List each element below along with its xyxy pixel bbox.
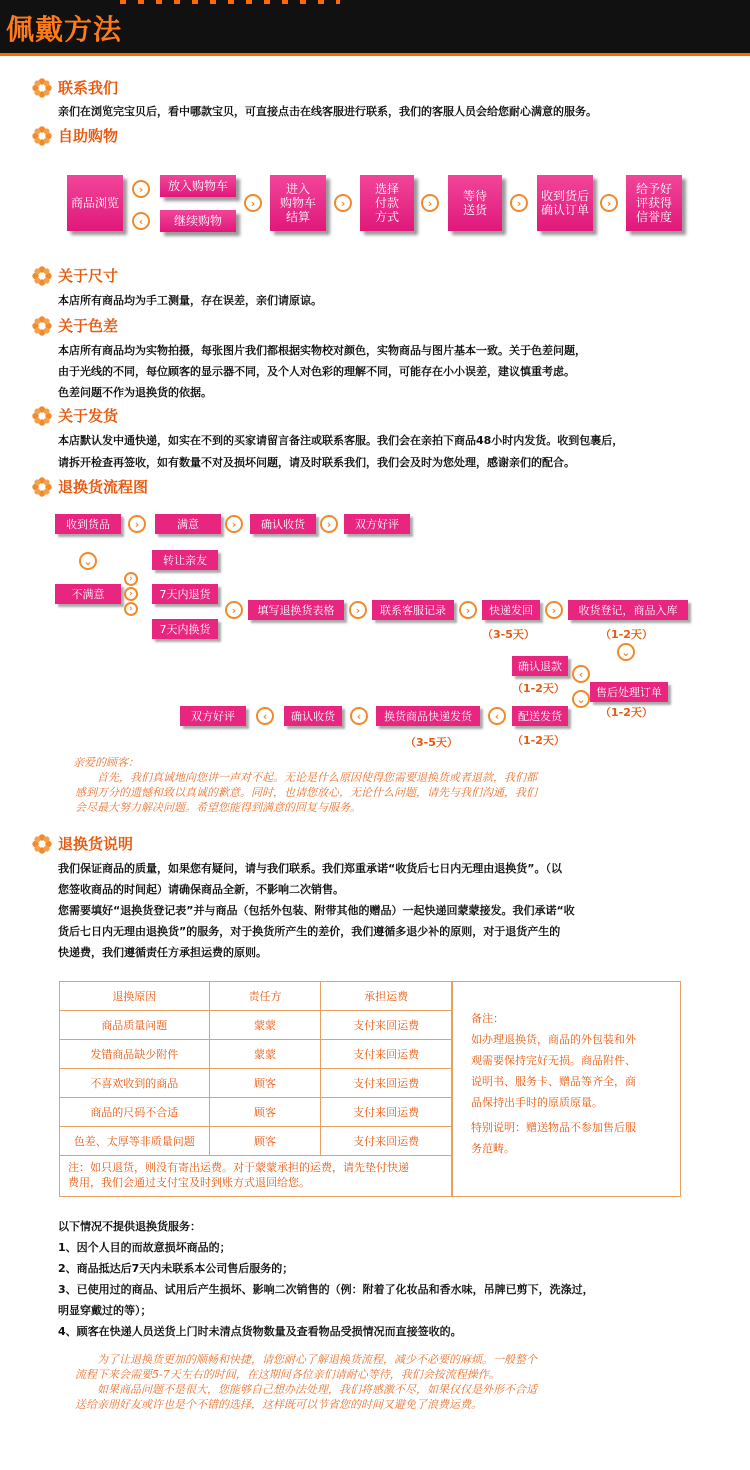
arrow-upright-icon: › bbox=[124, 572, 138, 586]
note-line: 快递费，我们遵循责任方承担运费的原则。 bbox=[58, 946, 267, 959]
table-cell: 商品的尺码不合适 bbox=[60, 1098, 210, 1127]
table-cell: 支付来回运费 bbox=[321, 1040, 452, 1069]
handwriting-line: 如果商品问题不是很大，您能够自己想办法处理，我们将感激不尽，如果仅仅是外形不合适 bbox=[75, 1383, 537, 1396]
arrow-right-icon: › bbox=[510, 194, 528, 212]
side-note-line: 特别说明：赠送物品不参加售后服 bbox=[471, 1121, 636, 1134]
days-label: （1-2天） bbox=[512, 734, 565, 747]
section-title: 退换货流程图 bbox=[58, 478, 149, 496]
color-line: 本店所有商品均为实物拍摄，每张图片我们都根据实物校对颜色，实物商品与图片基本一致。关于色差问题， bbox=[58, 344, 586, 357]
text: 购物车 bbox=[279, 196, 316, 210]
arrow-right-icon: › bbox=[225, 515, 243, 533]
except-line: 明显穿戴过的等）； bbox=[58, 1304, 152, 1317]
arrow-left-icon: ‹ bbox=[488, 707, 506, 725]
arrow-right-icon: › bbox=[459, 601, 477, 619]
flower-icon bbox=[32, 126, 52, 146]
color-line: 色差问题不作为退换货的依据。 bbox=[58, 386, 212, 399]
contact-text: 亲们在浏览完宝贝后，看中哪款宝贝，可直接点击在线客服进行联系，我们的客服人员会给您耐心满意的服务。 bbox=[58, 105, 597, 118]
table-header: 退换原因 bbox=[60, 982, 210, 1011]
flower-icon bbox=[32, 834, 52, 854]
table-cell: 色差、太厚等非质量问题 bbox=[60, 1127, 210, 1156]
table-row bbox=[60, 1040, 452, 1069]
arrow-left-icon: ‹ bbox=[350, 707, 368, 725]
section-selfbuy bbox=[32, 125, 118, 146]
section-size bbox=[32, 265, 118, 286]
arrow-downright-icon: › bbox=[124, 602, 138, 616]
text: 费用，我们会通过支付宝及时到账方式退回给您。 bbox=[68, 1176, 310, 1189]
text: 信誉度 bbox=[635, 210, 672, 224]
table-header: 承担运费 bbox=[321, 982, 452, 1011]
except-line: 3、已使用过的商品、试用后产生损坏、影响二次销售的（例：附着了化妆品和香水味，吊牌已剪下，洗涤过， bbox=[58, 1283, 594, 1296]
arrow-right-icon: › bbox=[600, 194, 618, 212]
flower-icon bbox=[32, 406, 52, 426]
except-line: 以下情况不提供退换货服务： bbox=[58, 1220, 201, 1233]
section-returnflow bbox=[32, 476, 148, 497]
arrow-down-icon: ⌄ bbox=[572, 690, 590, 708]
handwriting-line: 感到万分的遗憾和致以真诚的歉意。同时，也请您放心，无论什么问题，请先与我们沟通，我们 bbox=[75, 786, 537, 799]
text: 结算 bbox=[285, 210, 310, 224]
flow-good: 双方好评 bbox=[344, 514, 410, 534]
flow-express: 快递发回 bbox=[482, 600, 540, 620]
text: 收到货后 bbox=[540, 189, 589, 203]
arrow-down-icon: ⌄ bbox=[79, 552, 97, 570]
flow-transfer: 转让亲友 bbox=[152, 550, 218, 570]
side-note-line: 观需要保持完好无损。商品附件、 bbox=[471, 1054, 636, 1067]
note-line: 我们保证商品的质量，如果您有疑问，请与我们联系。我们郑重承诺“收货后七日内无理由退换货”。（以 bbox=[58, 862, 562, 875]
step-addcart: 放入购物车 bbox=[160, 175, 236, 197]
flow-record: 联系客服记录 bbox=[372, 600, 454, 620]
except-line: 4、顾客在快递人员送货上门时未清点货物数量及查看物品受损情况而直接签收的。 bbox=[58, 1325, 462, 1338]
except-line: 1、因个人目的而故意损坏商品的； bbox=[58, 1241, 231, 1254]
step-rate bbox=[626, 175, 682, 231]
flow-confirm: 确认收货 bbox=[250, 514, 316, 534]
side-note-title: 备注： bbox=[471, 1012, 504, 1025]
table-cell: 支付来回运费 bbox=[321, 1098, 452, 1127]
section-contact bbox=[32, 77, 118, 98]
page-title: 佩戴方法 bbox=[6, 13, 123, 46]
flow-refund: 确认退款 bbox=[512, 656, 568, 676]
section-title: 自助购物 bbox=[58, 127, 119, 145]
flow-excship: 换货商品快递发货 bbox=[376, 706, 480, 726]
table-cell: 不喜欢收到的商品 bbox=[60, 1069, 210, 1098]
text: 进入 bbox=[285, 182, 310, 196]
flower-icon bbox=[32, 78, 52, 98]
text: 方式 bbox=[374, 210, 399, 224]
handwriting-line: 会尽最大努力解决问题。希望您能得到满意的回复与服务。 bbox=[75, 801, 361, 814]
table-cell: 支付来回运费 bbox=[321, 1127, 452, 1156]
days-label: （1-2天） bbox=[600, 628, 653, 641]
section-title: 退换货说明 bbox=[58, 835, 134, 853]
flow-satisfied: 满意 bbox=[155, 514, 221, 534]
except-line: 2、商品抵达后7天内未联系本公司售后服务的； bbox=[58, 1262, 294, 1275]
color-line: 由于光线的不同，每位顾客的显示器不同，及个人对色彩的理解不同，可能存在小小误差，建议慎重考虑。 bbox=[58, 365, 575, 378]
table-row bbox=[60, 1011, 452, 1040]
table-cell: 顾客 bbox=[209, 1127, 321, 1156]
table-cell: 顾客 bbox=[209, 1069, 321, 1098]
table-cell: 支付来回运费 bbox=[321, 1011, 452, 1040]
note-line: 您需要填好“退换货登记表”并与商品（包括外包装、附带其他的赠品）一起快递回蒙蒙接发。我们承诺“收 bbox=[58, 904, 575, 917]
header-banner bbox=[0, 0, 750, 56]
text: 注：如只退货，则没有寄出运费。对于蒙蒙承担的运费，请先垫付快递 bbox=[68, 1161, 409, 1174]
table-header: 责任方 bbox=[209, 982, 321, 1011]
text: 送货 bbox=[462, 203, 487, 217]
text: 付款 bbox=[374, 196, 399, 210]
table-footnote bbox=[59, 1155, 452, 1197]
section-returnnote bbox=[32, 833, 133, 854]
arrow-right-icon: › bbox=[128, 515, 146, 533]
arrow-right-icon: › bbox=[124, 587, 138, 601]
flow-after: 售后处理订单 bbox=[590, 682, 668, 702]
flow-exc7: 7天内换货 bbox=[152, 619, 218, 639]
side-note-line: 务范畴。 bbox=[471, 1142, 515, 1155]
table-cell: 蒙蒙 bbox=[209, 1011, 321, 1040]
text: 给予好 bbox=[635, 182, 672, 196]
days-label: （1-2天） bbox=[512, 682, 565, 695]
flow-good2: 双方好评 bbox=[180, 706, 246, 726]
flower-icon bbox=[32, 477, 52, 497]
step-pay bbox=[360, 175, 414, 231]
arrow-left-icon: ‹ bbox=[132, 212, 150, 230]
handwriting-line: 为了让退换货更加的顺畅和快捷，请您耐心了解退换货流程，减少不必要的麻烦。一般整个 bbox=[75, 1353, 537, 1366]
ship-line: 请拆开检查再签收，如有数量不对及损坏问题，请及时联系我们，我们会及时为您处理，感谢亲们的配合。 bbox=[58, 456, 575, 469]
step-continue: 继续购物 bbox=[160, 210, 236, 232]
side-note-line: 如办理退换货，商品的外包装和外 bbox=[471, 1033, 636, 1046]
text: 确认订单 bbox=[540, 203, 589, 217]
table-cell: 发错商品缺少附件 bbox=[60, 1040, 210, 1069]
flow-sendout: 配送发货 bbox=[512, 706, 568, 726]
table-cell: 商品质量问题 bbox=[60, 1011, 210, 1040]
section-color bbox=[32, 315, 118, 336]
table-row bbox=[60, 1127, 452, 1156]
table-side-note bbox=[452, 981, 681, 1197]
handwriting-line: 送给亲朋好友或许也是个不错的选择，这样既可以节省您的时间又避免了浪费运费。 bbox=[75, 1398, 482, 1411]
section-title: 联系我们 bbox=[58, 79, 119, 97]
arrow-left-icon: ‹ bbox=[256, 707, 274, 725]
arrow-down-icon: ⌄ bbox=[617, 643, 635, 661]
table-row bbox=[60, 1098, 452, 1127]
arrow-right-icon: › bbox=[334, 194, 352, 212]
note-line: 您签收商品的时间起）请确保商品全新，不影响二次销售。 bbox=[58, 883, 344, 896]
table-cell: 蒙蒙 bbox=[209, 1040, 321, 1069]
days-label: （1-2天） bbox=[600, 706, 653, 719]
banner-decoration bbox=[120, 0, 340, 4]
flower-icon bbox=[32, 266, 52, 286]
note-line: 货后七日内无理由退换货”的服务，对于换货所产生的差价，我们遵循多退少补的原则，对于退货产生的 bbox=[58, 925, 561, 938]
arrow-right-icon: › bbox=[320, 515, 338, 533]
arrow-right-icon: › bbox=[421, 194, 439, 212]
section-ship bbox=[32, 405, 118, 426]
flow-register: 收货登记，商品入库 bbox=[568, 600, 688, 620]
arrow-right-icon: › bbox=[132, 180, 150, 198]
flow-recv: 收到货品 bbox=[55, 514, 121, 534]
table-cell: 支付来回运费 bbox=[321, 1069, 452, 1098]
text: 选择 bbox=[374, 182, 399, 196]
step-confirm bbox=[537, 175, 593, 231]
days-label: （3-5天） bbox=[482, 628, 535, 641]
handwriting-line: 首先，我们真诚地向您讲一声对不起。无论是什么原因使得您需要退换货或者退款，我们都 bbox=[75, 771, 537, 784]
arrow-right-icon: › bbox=[225, 601, 243, 619]
table-header-row bbox=[60, 982, 452, 1011]
flow-confirm2: 确认收货 bbox=[284, 706, 342, 726]
section-title: 关于发货 bbox=[58, 407, 119, 425]
flow-unsat: 不满意 bbox=[55, 584, 121, 604]
text: 评获得 bbox=[635, 196, 672, 210]
size-text: 本店所有商品均为手工测量，存在误差，亲们请原谅。 bbox=[58, 294, 322, 307]
step-wait bbox=[448, 175, 502, 231]
return-table bbox=[59, 981, 452, 1156]
arrow-right-icon: › bbox=[545, 601, 563, 619]
flow-ret7: 7天内退货 bbox=[152, 584, 218, 604]
days-label: （3-5天） bbox=[405, 736, 458, 749]
side-note-line: 说明书、服务卡、赠品等齐全，商 bbox=[471, 1075, 636, 1088]
step-browse: 商品浏览 bbox=[67, 175, 123, 231]
section-title: 关于色差 bbox=[58, 317, 119, 335]
ship-line: 本店默认发中通快递，如实在不到的买家请留言备注或联系客服。我们会在亲拍下商品48小时内发货。收到包裹后， bbox=[58, 434, 624, 447]
table-cell: 顾客 bbox=[209, 1098, 321, 1127]
flower-icon bbox=[32, 316, 52, 336]
flow-fillform: 填写退换货表格 bbox=[248, 600, 344, 620]
arrow-downleft-icon: ‹ bbox=[572, 665, 590, 683]
table-row bbox=[60, 1069, 452, 1098]
arrow-right-icon: › bbox=[244, 194, 262, 212]
arrow-right-icon: › bbox=[349, 601, 367, 619]
text: 等待 bbox=[462, 189, 487, 203]
section-title: 关于尺寸 bbox=[58, 267, 119, 285]
handwriting-line: 亲爱的顾客： bbox=[73, 756, 139, 769]
step-cart bbox=[270, 175, 326, 231]
side-note-line: 品保持出手时的原质原量。 bbox=[471, 1096, 603, 1109]
handwriting-line: 流程下来会需要5-7天左右的时间，在这期间各位亲们请耐心等待，我们会按流程操作。 bbox=[75, 1368, 500, 1381]
